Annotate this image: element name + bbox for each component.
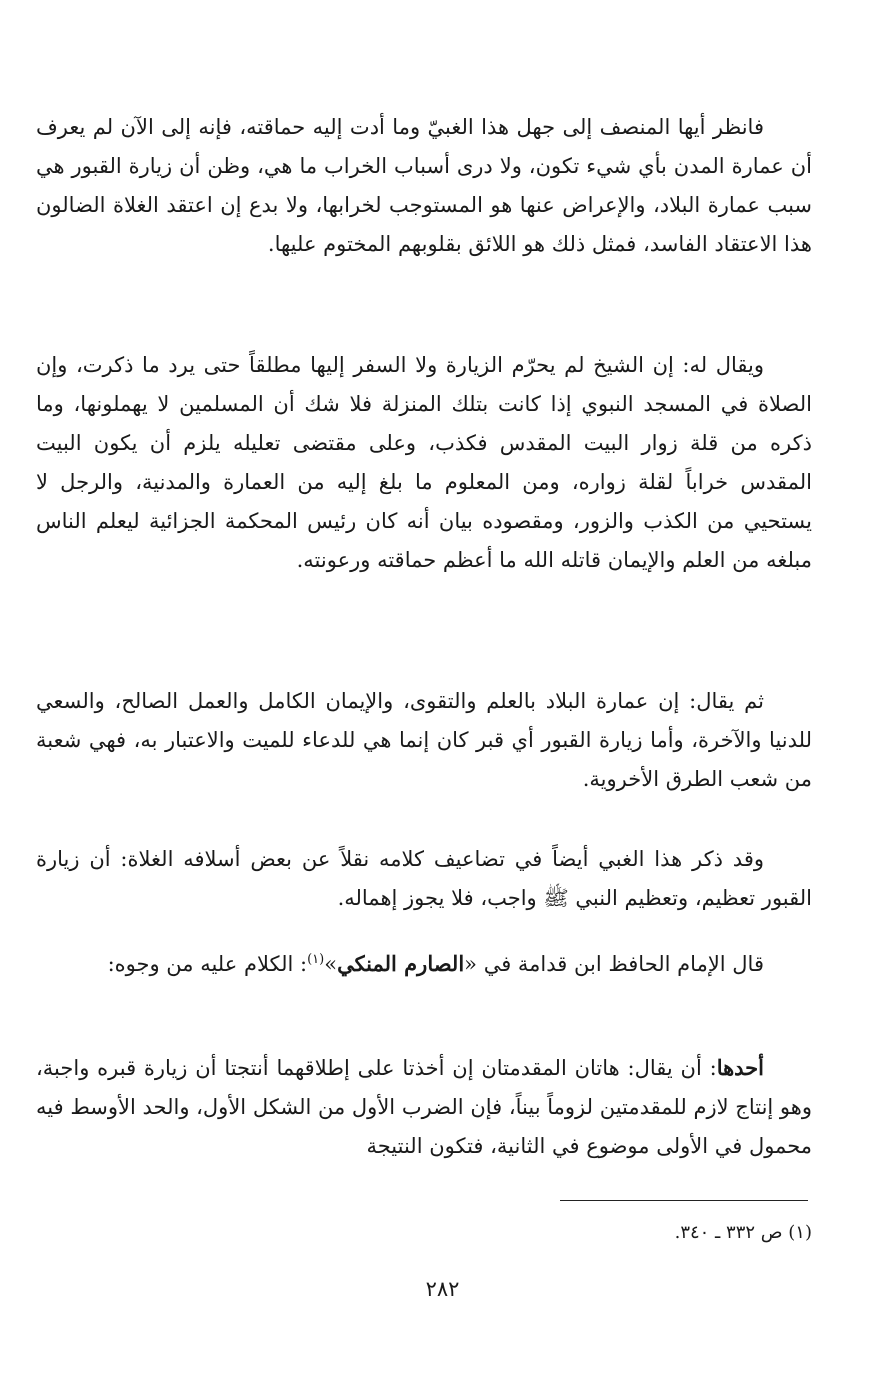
quote-close-mark: » — [324, 952, 338, 976]
paragraph-4 — [36, 840, 812, 918]
first-point-paragraph — [36, 1048, 812, 1166]
point-label: أحدها — [716, 1055, 764, 1080]
book-title: الصارم المنكي — [337, 951, 465, 976]
quote-intro-paragraph — [36, 944, 812, 984]
paragraph-text: ثم يقال: إن عمارة البلاد بالعلم والتقوى، والإيمان الكامل والعمل الصالح، والسعي للدنيا والآخرة، وأما زيارة القبور أي قبر كان إنما هي للدعاء للميت والاعتبار به، فهي شعبة من شعب الطرق الأخروية. — [36, 689, 812, 791]
footnote-divider — [560, 1200, 808, 1201]
footnote-reference[interactable]: (١) — [307, 952, 325, 967]
footnote: (١) ص ٣٣٢ ـ ٣٤٠. — [674, 1222, 812, 1243]
paragraph-text: ويقال له: إن الشيخ لم يحرّم الزيارة ولا السفر إليها مطلقاً حتى يرد ما ذكرت، وإن الصلاة في المسجد النبوي إذا كانت بتلك المنزلة فلا شك أن المسلمين لا يهملونها، وما ذكره من قلة زوار البيت المقدس فكذب، وعلى مقتضى تعليله يلزم أن يكون البيت المقدس خراباً لقلة زواره، ومن المعلوم ما بلغ إليه من العمارة والمدنية، والرجل لا يستحيي من الكذب والزور، ومقصوده بيان أنه كان رئيس المحكمة الجزائية ليعلم الناس مبلغه من العلم والإيمان قاتله الله ما أعظم حماقته ورعونته. — [36, 353, 812, 572]
page-number: ٢٨٢ — [425, 1277, 460, 1301]
point-text: : أن يقال: هاتان المقدمتان إن أخذتا على إطلاقهما أنتجتا أن زيارة قبره واجبة، وهو إنتاج لازم للمقدمتين لزوماً بيناً، فإن الضرب الأول من الشكل الأول، والحد الأوسط فيه محمول في الأولى موضوع في الثانية، فتكون النتيجة — [36, 1056, 812, 1158]
quote-intro-text: قال الإمام الحافظ ابن قدامة في « — [464, 952, 764, 976]
paragraph-3 — [36, 682, 812, 799]
paragraph-text — [36, 944, 812, 984]
paragraph-text — [36, 1048, 812, 1166]
paragraph-text: وقد ذكر هذا الغبي أيضاً في تضاعيف كلامه نقلاً عن بعض أسلافه الغلاة: أن زيارة القبور تعظيم، وتعظيم النبي ﷺ واجب، فلا يجوز إهماله. — [36, 847, 812, 910]
quote-tail-text: : الكلام عليه من وجوه: — [107, 952, 308, 976]
paragraph-text: فانظر أيها المنصف إلى جهل هذا الغبيّ وما أدت إليه حماقته، فإنه إلى الآن لم يعرف أن عمارة المدن بأي شيء تكون، ولا درى أسباب الخراب ما هي، وظن أن زيارة القبور هي سبب عمارة البلاد، والإعراض عنها هو المستوجب لخرابها، ولا بدع إن اعتقد الغلاة الضالون هذا الاعتقاد الفاسد، فمثل ذلك هو اللائق بقلوبهم المختوم عليها. — [36, 115, 812, 256]
paragraph-1 — [36, 108, 812, 264]
paragraph-2 — [36, 346, 812, 580]
